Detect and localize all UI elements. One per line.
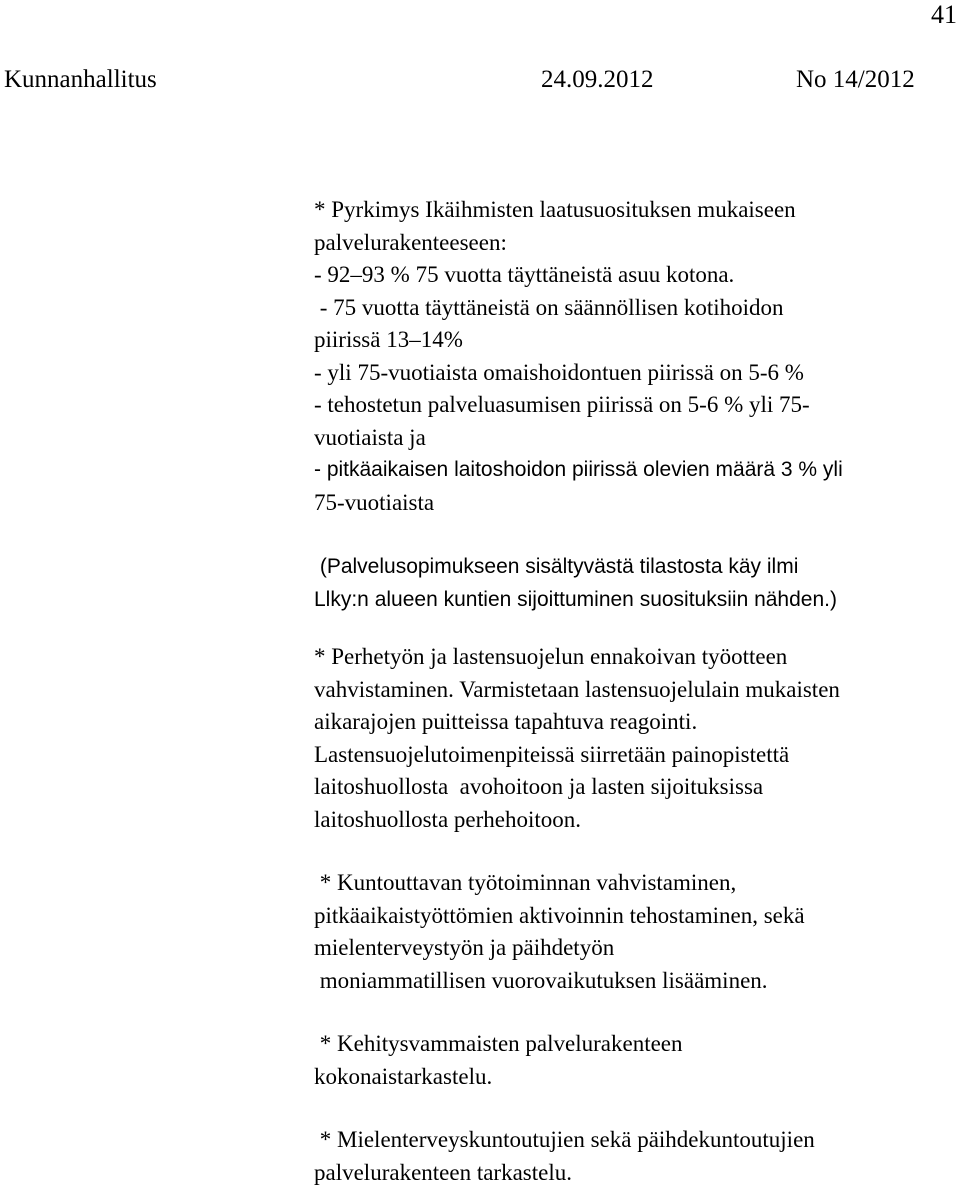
section-kuntouttava [314,867,960,997]
page-number: 41 [931,0,957,29]
text-line: aikarajojen puitteissa tapahtuva reagointi. [314,709,698,734]
section-kehitysvammaiset [314,1028,960,1093]
section-pyrkimys [314,194,960,519]
section-palvelusopimus [314,551,960,616]
text-line: kokonaistarkastelu. [314,1063,493,1089]
text-line: * Kuntouttavan työtoiminnan vahvistaminen, [314,870,737,895]
text-line: - 75 vuotta täyttäneistä on säännöllisen kotihoidon [314,294,784,320]
text-line: * Perhetyön ja lastensuojelun ennakoivan työotteen [314,644,788,669]
text-line: - yli 75-vuotiaista omaishoidontuen piirissä on 5-6 % [314,359,804,385]
text-line: - pitkäaikaisen laitoshoidon piirissä olevien määrä 3 % yli [314,458,843,481]
text-line: vuotiaista ja [314,424,426,450]
spacer [314,519,960,551]
text-line: Llky:n alueen kuntien sijoittuminen suosituksiin nähden.) [314,587,837,611]
document-body [314,194,960,1189]
spacer [314,616,960,641]
text-line: pitkäaikaistyöttömien aktivoinnin tehostaminen, sekä [314,902,805,928]
text-line: * Mielenterveyskuntoutujien sekä päihdekuntoutujien [314,1127,815,1152]
text-line: * Kehitysvammaisten palvelurakenteen [314,1031,683,1056]
text-line: moniammatillisen vuorovaikutuksen lisääminen. [314,967,768,993]
text-line: vahvistaminen. Varmistetaan lastensuojelulain mukaisten [314,676,840,702]
section-mielenterveys [314,1124,960,1189]
spacer [314,997,960,1028]
header-date: 24.09.2012 [541,66,654,93]
text-line: palvelurakenteen tarkastelu. [314,1159,572,1185]
text-line: * Pyrkimys Ikäihmisten laatusuosituksen mukaiseen [314,197,796,222]
text-line: laitoshuollosta perhehoitoon. [314,806,582,832]
text-line: palvelurakenteeseen: [314,229,507,255]
text-line: - 92–93 % 75 vuotta täyttäneistä asuu kotona. [314,262,735,287]
text-line: (Palvelusopimukseen sisältyvästä tilastosta käy ilmi [314,555,799,578]
text-line: piirissä 13–14% [314,327,463,352]
text-line: laitoshuollosta avohoitoon ja lasten sijoituksissa [314,774,764,799]
text-line: - tehostetun palveluasumisen piirissä on 5-6 % yli 75- [314,392,810,417]
header-organization: Kunnanhallitus [4,66,157,93]
text-line: Lastensuojelutoimenpiteissä siirretään painopistettä [314,741,790,767]
header-document-number: No 14/2012 [796,66,915,93]
text-line: 75-vuotiaista [314,489,435,515]
text-line: mielenterveystyön ja päihdetyön [314,935,615,960]
spacer [314,836,960,867]
section-perhetyo [314,641,960,836]
spacer [314,1093,960,1124]
